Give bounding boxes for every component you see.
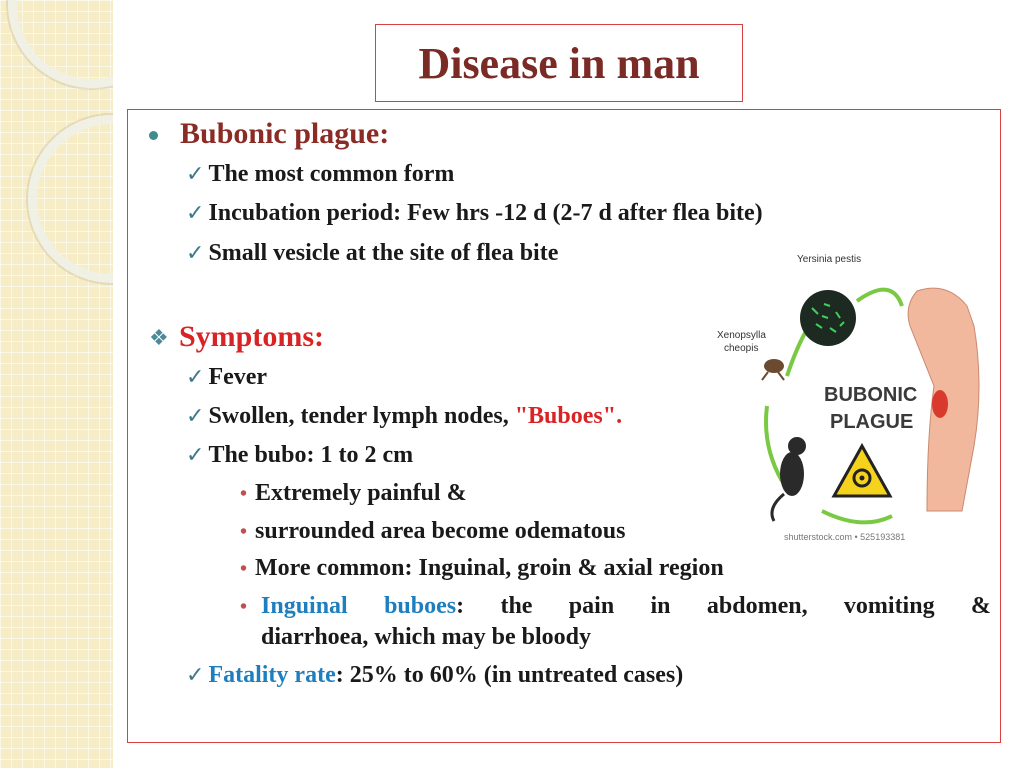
bullet-dot-icon: • bbox=[240, 558, 248, 580]
watermark-text: shutterstock.com • 525193381 bbox=[784, 532, 906, 542]
list-item: ✓ Incubation period: Few hrs -12 d (2-7 d after flea bite) bbox=[186, 200, 763, 226]
list-item: ✓ The bubo: 1 to 2 cm bbox=[186, 442, 414, 468]
bullet-dot-icon: • bbox=[240, 521, 248, 543]
bubonic-plague-illustration bbox=[712, 246, 984, 546]
checkmark-icon: ✓ bbox=[186, 442, 205, 467]
plague-cycle-diagram bbox=[712, 246, 984, 546]
biohazard-icon bbox=[834, 446, 890, 496]
title-box bbox=[375, 24, 743, 102]
pathogen-label: Yersinia pestis bbox=[797, 254, 862, 265]
bubonic-plague-heading: Bubonic plague: bbox=[180, 117, 390, 150]
buboes-highlight: "Buboes". bbox=[514, 403, 623, 429]
circle-bullet-icon bbox=[149, 131, 158, 140]
symptoms-heading: Symptoms: bbox=[179, 320, 325, 353]
sub-list-item: • surrounded area become odematous bbox=[240, 518, 626, 544]
checkmark-icon: ✓ bbox=[186, 200, 205, 225]
inguinal-buboes-line2: diarrhoea, which may be bloody bbox=[261, 624, 592, 650]
flea-label-line2: cheopis bbox=[724, 343, 759, 354]
checkmark-icon: ✓ bbox=[186, 662, 205, 687]
inguinal-buboes-line: Inguinal buboes: the pain in abdomen, vomiting & bbox=[261, 593, 991, 619]
decorative-ring bbox=[8, 0, 113, 88]
list-item: ✓ The most common form bbox=[186, 161, 455, 187]
decorative-ring bbox=[28, 115, 113, 283]
diamond-bullet-icon: ❖ bbox=[149, 325, 169, 350]
sub-list-item: • Extremely painful & bbox=[240, 480, 467, 506]
sub-list-item: • More common: Inguinal, groin & axial region bbox=[240, 555, 724, 581]
checkmark-icon: ✓ bbox=[186, 240, 205, 265]
checkmark-icon: ✓ bbox=[186, 403, 205, 428]
disease-label-line1: BUBONIC bbox=[824, 384, 918, 406]
bullet-dot-icon: • bbox=[240, 596, 248, 618]
flea-icon bbox=[762, 359, 784, 380]
flea-label-line1: Xenopsylla bbox=[717, 330, 766, 341]
decorative-side-panel bbox=[0, 0, 113, 768]
checkmark-icon: ✓ bbox=[186, 364, 205, 389]
list-item: ✓ Fatality rate: 25% to 60% (in untreated cases) bbox=[186, 662, 684, 688]
bullet-dot-icon: • bbox=[240, 483, 248, 505]
list-item: ✓ Swollen, tender lymph nodes, "Buboes". bbox=[186, 403, 623, 429]
arm-icon bbox=[908, 288, 979, 511]
fatality-rate-label: Fatality rate bbox=[208, 662, 336, 688]
checkmark-icon: ✓ bbox=[186, 161, 205, 186]
disease-label-line2: PLAGUE bbox=[830, 411, 914, 433]
list-item: ✓ Small vesicle at the site of flea bite bbox=[186, 240, 559, 266]
slide-title: Disease in man bbox=[418, 38, 700, 88]
list-item: ✓ Fever bbox=[186, 364, 268, 390]
bubo-icon bbox=[932, 390, 948, 418]
rat-icon bbox=[772, 437, 806, 521]
